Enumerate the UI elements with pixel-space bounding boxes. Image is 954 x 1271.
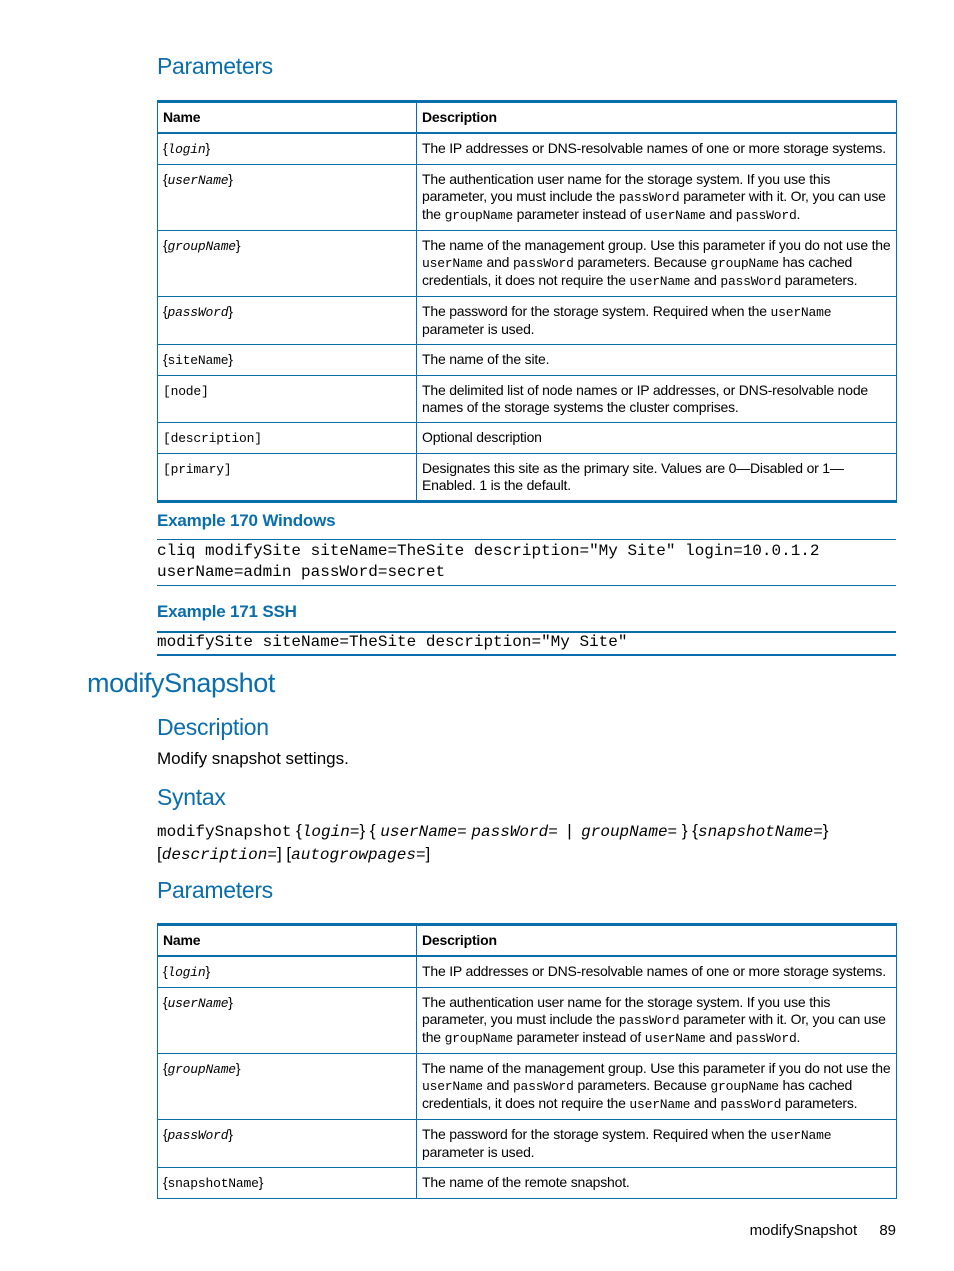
param-brace-close: } xyxy=(205,963,210,979)
example-171-code: modifySite siteName=TheSite description="My Site" xyxy=(157,633,628,651)
inline-code: userName xyxy=(422,256,483,271)
description-text: and xyxy=(690,1095,721,1111)
param-brace-open: { xyxy=(163,351,168,367)
param-description-cell xyxy=(417,231,897,297)
param-name-cell xyxy=(158,988,417,1054)
description-text: Modify snapshot settings. xyxy=(157,749,349,768)
description-text: Optional description xyxy=(422,429,542,445)
param-description-cell xyxy=(417,345,897,376)
param-name-cell xyxy=(158,1168,417,1199)
syntax-password: passWord= xyxy=(471,823,558,841)
param-name: passWord xyxy=(167,1128,229,1143)
param-description-cell xyxy=(417,133,897,165)
description-text: has cached credentials, it does not require the xyxy=(422,1077,853,1111)
param-brace-close: } xyxy=(228,351,233,367)
table-row xyxy=(158,165,897,231)
table-row xyxy=(158,376,897,423)
syntax-username: userName= xyxy=(380,823,467,841)
parameters-heading-2: Parameters xyxy=(157,877,273,903)
inline-code: passWord xyxy=(735,1031,797,1046)
param-name-cell xyxy=(158,345,417,376)
param-description-cell xyxy=(417,1168,897,1199)
param-brace-open: { xyxy=(163,140,168,156)
param-brace-open: { xyxy=(163,1060,168,1076)
description-text: Designates this site as the primary site. Values are 0—Disabled or 1—Enabled. 1 is the default. xyxy=(422,460,844,493)
description-text: The name of the site. xyxy=(422,351,550,367)
param-brace-open: { xyxy=(163,237,168,253)
description-text: The password for the storage system. Required when the xyxy=(422,303,771,319)
description-text: parameter with it. Or, you can use the xyxy=(422,188,886,222)
inline-code: userName xyxy=(644,1031,706,1046)
example-170-title: Example 170 Windows xyxy=(157,511,336,530)
param-name: userName xyxy=(167,173,229,188)
column-header-description: Description xyxy=(417,925,897,957)
example-171-title: Example 171 SSH xyxy=(157,602,297,621)
param-name-cell xyxy=(158,454,417,502)
table-row xyxy=(158,956,897,988)
param-name-cell xyxy=(158,133,417,165)
description-text: parameters. xyxy=(781,1095,858,1111)
param-name-cell xyxy=(158,165,417,231)
param-brace-close: } xyxy=(235,1060,241,1076)
syntax-login: login= xyxy=(301,823,360,841)
param-description-cell xyxy=(417,423,897,454)
description-text: parameter instead of xyxy=(512,1029,645,1045)
footer-section-name: modifySnapshot xyxy=(749,1222,858,1239)
param-name: groupName xyxy=(167,1062,236,1077)
table-row xyxy=(158,231,897,297)
example-171-bottom-rule xyxy=(157,654,896,656)
param-name-cell xyxy=(158,423,417,454)
column-header-description: Description xyxy=(417,102,897,134)
description-text: The authentication user name for the storage system. If you use this parameter, you must include the xyxy=(422,171,831,204)
inline-code: passWord xyxy=(512,256,574,271)
param-brace-close: } xyxy=(235,237,241,253)
table-row xyxy=(158,454,897,502)
syntax-command: modifySnapshot xyxy=(157,823,292,841)
table-row xyxy=(158,1120,897,1168)
inline-code: groupName xyxy=(444,208,513,223)
table-row xyxy=(158,988,897,1054)
syntax-block: modifySnapshot {login=} { userName= passWord= | groupName= } {snapshotName=} [description=] [autogrowpages=] xyxy=(157,821,829,864)
param-brace-close: } xyxy=(228,1126,233,1142)
inline-code: passWord xyxy=(512,1079,574,1094)
description-text: parameter with it. Or, you can use the xyxy=(422,1011,886,1045)
parameters-table-2 xyxy=(157,923,897,1199)
param-description-cell xyxy=(417,165,897,231)
example-170-bottom-rule xyxy=(157,585,896,586)
example-170-code: cliq modifySite siteName=TheSite description="My Site" login=10.0.1.2 userName=admin passWord=secret xyxy=(157,542,820,581)
param-description-cell xyxy=(417,956,897,988)
inline-code: groupName xyxy=(710,1079,779,1094)
column-header-name: Name xyxy=(158,925,417,957)
inline-code: userName xyxy=(629,274,691,289)
param-name: [description] xyxy=(163,431,262,446)
inline-code: userName xyxy=(629,1097,691,1112)
param-brace-open: { xyxy=(163,994,168,1010)
inline-code: passWord xyxy=(618,1013,680,1028)
description-text: and xyxy=(482,1077,513,1093)
description-heading: Description xyxy=(157,714,269,740)
param-name-cell xyxy=(158,1120,417,1168)
table-row xyxy=(158,297,897,345)
param-description-cell xyxy=(417,1054,897,1120)
description-text: and xyxy=(705,1029,736,1045)
param-name: siteName xyxy=(167,353,229,368)
description-text: . xyxy=(796,206,801,222)
param-name-cell xyxy=(158,1054,417,1120)
table-row xyxy=(158,423,897,454)
table-row xyxy=(158,345,897,376)
description-text: parameters. Because xyxy=(573,1077,711,1093)
description-text: and xyxy=(705,206,736,222)
syntax-description: description= xyxy=(161,846,277,864)
syntax-groupname: groupName= xyxy=(581,823,678,841)
param-description-cell xyxy=(417,376,897,423)
description-text: parameter is used. xyxy=(422,321,535,337)
param-brace-close: } xyxy=(228,303,233,319)
description-text: and xyxy=(690,272,721,288)
param-name: passWord xyxy=(167,305,229,320)
param-description-cell xyxy=(417,1120,897,1168)
param-brace-open: { xyxy=(163,1174,168,1190)
syntax-snapshotname: snapshotName= xyxy=(697,823,823,841)
description-text: The IP addresses or DNS-resolvable names of one or more storage systems. xyxy=(422,140,886,156)
param-brace-close: } xyxy=(228,171,233,187)
param-name-cell xyxy=(158,376,417,423)
page-footer xyxy=(750,1222,896,1239)
param-name: [primary] xyxy=(163,462,232,477)
description-text: The authentication user name for the storage system. If you use this parameter, you must include the xyxy=(422,994,831,1027)
description-text: parameter is used. xyxy=(422,1144,535,1160)
table-row xyxy=(158,133,897,165)
description-text: The IP addresses or DNS-resolvable names of one or more storage systems. xyxy=(422,963,886,979)
description-text: The delimited list of node names or IP addresses, or DNS-resolvable node names of the storage systems the cluster comprises. xyxy=(422,382,869,415)
inline-code: userName xyxy=(770,1128,832,1143)
param-name: userName xyxy=(167,996,229,1011)
param-name: [node] xyxy=(163,384,209,399)
description-text: The password for the storage system. Required when the xyxy=(422,1126,771,1142)
param-description-cell xyxy=(417,988,897,1054)
param-description-cell xyxy=(417,297,897,345)
description-text: has cached credentials, it does not require the xyxy=(422,254,853,288)
inline-code: passWord xyxy=(720,274,782,289)
param-brace-open: { xyxy=(163,303,168,319)
inline-code: userName xyxy=(422,1079,483,1094)
syntax-heading: Syntax xyxy=(157,784,226,810)
description-text: and xyxy=(482,254,513,270)
description-text: The name of the management group. Use this parameter if you do not use the xyxy=(422,237,891,253)
parameters-heading: Parameters xyxy=(157,53,273,79)
param-name: snapshotName xyxy=(167,1176,259,1191)
parameters-table xyxy=(157,100,897,503)
syntax-autogrowpages: autogrowpages= xyxy=(291,846,426,864)
column-header-name: Name xyxy=(158,102,417,134)
param-brace-open: { xyxy=(163,963,168,979)
param-brace-close: } xyxy=(228,994,233,1010)
description-text: The name of the management group. Use this parameter if you do not use the xyxy=(422,1060,891,1076)
example-170-top-rule xyxy=(157,539,896,540)
inline-code: passWord xyxy=(720,1097,782,1112)
page-number: 89 xyxy=(879,1222,896,1239)
inline-code: passWord xyxy=(618,190,680,205)
param-brace-close: } xyxy=(205,140,210,156)
param-name: groupName xyxy=(167,239,236,254)
description-text: . xyxy=(796,1029,801,1045)
param-brace-open: { xyxy=(163,1126,168,1142)
description-text: parameter instead of xyxy=(512,206,645,222)
param-name-cell xyxy=(158,297,417,345)
param-brace-close: } xyxy=(258,1174,264,1190)
param-name: login xyxy=(167,142,206,157)
param-name: login xyxy=(167,965,206,980)
inline-code: userName xyxy=(644,208,706,223)
description-text: parameters. Because xyxy=(573,254,711,270)
command-title: modifySnapshot xyxy=(87,668,276,698)
inline-code: groupName xyxy=(444,1031,513,1046)
param-description-cell xyxy=(417,454,897,502)
inline-code: userName xyxy=(770,305,832,320)
param-name-cell xyxy=(158,956,417,988)
table-row xyxy=(158,1054,897,1120)
inline-code: passWord xyxy=(735,208,797,223)
param-brace-open: { xyxy=(163,171,168,187)
description-text: parameters. xyxy=(781,272,858,288)
param-name-cell xyxy=(158,231,417,297)
table-row xyxy=(158,1168,897,1199)
inline-code: groupName xyxy=(710,256,779,271)
description-text: The name of the remote snapshot. xyxy=(422,1174,630,1190)
